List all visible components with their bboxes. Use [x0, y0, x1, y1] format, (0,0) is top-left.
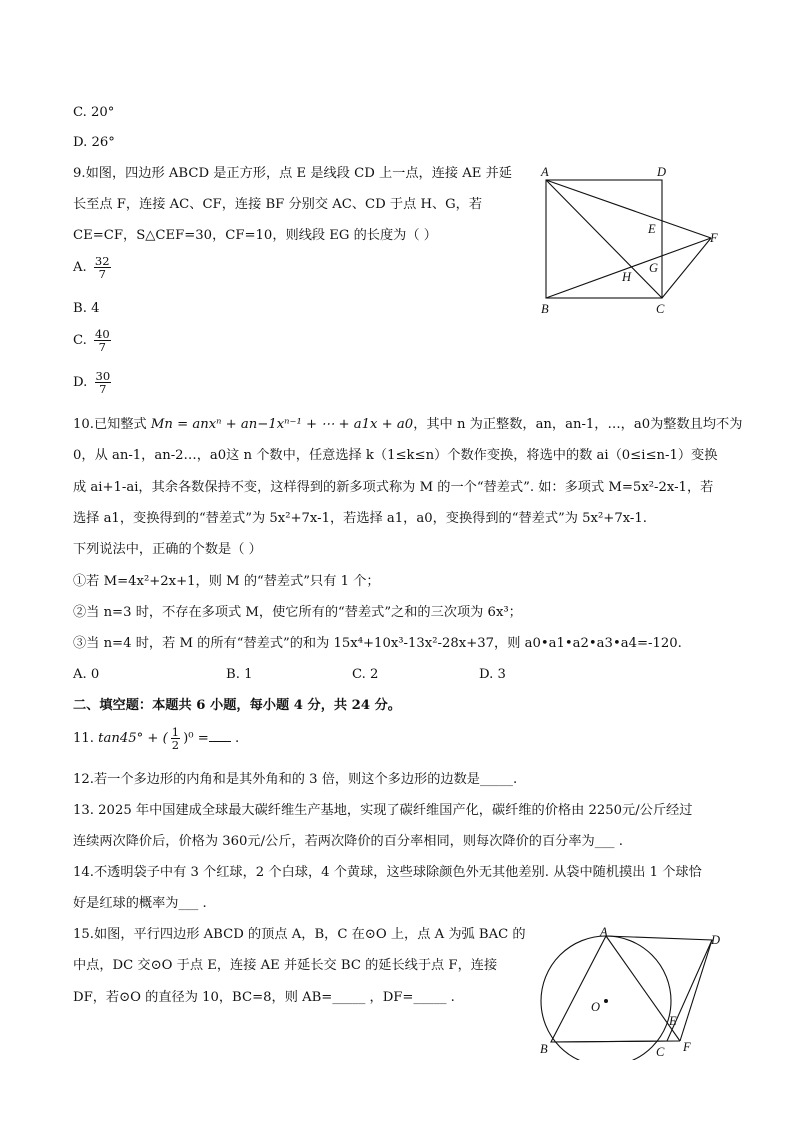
label-b: B: [540, 1042, 548, 1056]
q9-line-1: 9.如图，四边形 ABCD 是正方形，点 E 是线段 CD 上一点，连接 AE 并延: [73, 166, 512, 181]
q10-line-1-b: ，其中 n 为正整数，an，an-1，…，a0为整数且均不为: [413, 417, 743, 432]
q8-option-c: C. 20°: [73, 105, 115, 120]
q10-formula: Mn = anxⁿ + an−1xⁿ⁻¹ + ⋯ + a1x + a0: [150, 417, 414, 432]
fraction-numerator: 40: [95, 327, 110, 341]
q11-answer-blank[interactable]: [209, 728, 231, 742]
label-a: A: [600, 925, 608, 939]
q10-line-3: 成 ai+1-ai，其余各数保持不变，这样得到的新多项式称为 M 的一个“替差式”. 如：多项式 M=5x²-2x-1，若: [73, 480, 714, 495]
label-d: D: [711, 933, 721, 947]
label-o: O: [591, 1000, 601, 1014]
q9-option-a: [73, 255, 114, 280]
q9-option-d: [73, 370, 114, 395]
label-e: E: [648, 222, 656, 236]
line-df: [680, 940, 712, 1041]
fraction-denominator: 7: [98, 267, 106, 281]
parallelogram-abcd: [551, 936, 712, 1042]
q15-circle-figure: [535, 920, 730, 1060]
fraction-numerator: 30: [95, 369, 111, 383]
q10-question: 下列说法中，正确的个数是（ ）: [73, 542, 262, 557]
q9-option-c: [73, 328, 114, 353]
q10-line-2: 0，从 an-1，an-2…，a0这 n 个数中，任意选择 k（1≤k≤n）个数作变换，将选中的数 ai（0≤i≤n-1）变换: [73, 448, 718, 463]
q15-line-3: DF，若⊙O 的直径为 10，BC=8，则 AB=_____ ，DF=_____ .: [73, 990, 455, 1005]
q10-option-c: C. 2: [352, 667, 379, 682]
q10-statement-1: ①若 M=4x²+2x+1，则 M 的“替差式”只有 1 个；: [73, 574, 380, 589]
label-c: C: [656, 302, 665, 316]
label-f: F: [683, 1040, 691, 1054]
q15-line-1: 15.如图，平行四边形 ABCD 的顶点 A，B，C 在⊙O 上，点 A 为弧 BAC 的: [73, 927, 526, 942]
q11-tan: tan45° + (: [98, 731, 168, 746]
q8-option-d: D. 26°: [73, 135, 115, 150]
q11-post: )⁰ =: [183, 731, 209, 746]
label-a: A: [541, 165, 549, 179]
q9-option-a-label: A.: [73, 260, 87, 275]
q9-line-3: CE=CF，S△CEF=30，CF=10，则线段 EG 的长度为（ ）: [73, 228, 437, 243]
q13-line-1: 13. 2025 年中国建成全球最大碳纤维生产基地，实现了碳纤维国产化，碳纤维的价格由 2250元/公斤经过: [73, 803, 693, 818]
q10-option-d: D. 3: [479, 667, 506, 682]
q9-square-figure: [535, 160, 730, 322]
q11-number: 11.: [73, 731, 99, 746]
q14-line-1: 14.不透明袋子中有 3 个红球，2 个白球，4 个黄球，这些球除颜色外无其他差别. 从袋中随机摸出 1 个球恰: [73, 865, 702, 880]
q9-option-c-label: C.: [73, 333, 87, 348]
q9-option-a-fraction: [94, 255, 111, 280]
q12: 12.若一个多边形的内角和是其外角和的 3 倍，则这个多边形的边数是_____.: [73, 772, 518, 787]
q11: [73, 726, 239, 751]
label-h: H: [622, 270, 632, 284]
diagonal-ac: [546, 180, 662, 298]
q9-line-2: 长至点 F，连接 AC、CF，连接 BF 分别交 AC、CD 于点 H、G，若: [73, 197, 483, 212]
label-d: D: [657, 165, 667, 179]
q10-option-b: B. 1: [226, 667, 253, 682]
q13-line-2: 连续两次降价后，价格为 360元/公斤，若两次降价的百分率相同，则每次降价的百分率为___ .: [73, 834, 623, 849]
q10-statement-2: ②当 n=3 时，不存在多项式 M，使它所有的“替差式”之和的三次项为 6x³；: [73, 605, 522, 620]
fraction-denominator: 7: [98, 340, 106, 354]
q14-line-2: 好是红球的概率为___ .: [73, 896, 207, 911]
section-2-heading: 二、填空题：本题共 6 小题，每小题 4 分，共 24 分。: [73, 698, 401, 713]
label-e: E: [669, 1014, 677, 1028]
q9-option-c-fraction: [94, 328, 111, 353]
q11-end: .: [230, 731, 240, 746]
label-f: F: [710, 231, 718, 245]
q15-line-2: 中点，DC 交⊙O 于点 E，连接 AE 并延长交 BC 的延长线于点 F，连接: [73, 958, 498, 973]
line-bf: [551, 1041, 680, 1042]
fraction-numerator: 1: [171, 725, 180, 739]
label-b: B: [541, 302, 549, 316]
q9-option-d-fraction: [95, 370, 112, 395]
fraction-numerator: 32: [94, 254, 110, 268]
q10-line-1: [73, 416, 742, 434]
line-af: [546, 180, 711, 238]
q9-option-d-label: D.: [73, 375, 88, 390]
center-dot: [604, 999, 608, 1003]
q9-option-b: B. 4: [73, 301, 100, 316]
q11-fraction: [171, 726, 180, 751]
q10-option-a: A. 0: [73, 667, 100, 682]
fraction-denominator: 7: [99, 382, 107, 396]
q10-line-4: 选择 a1，变换得到的“替差式”为 5x²+7x-1，若选择 a1，a0，变换得到的“替差式”为 5x²+7x-1.: [73, 511, 647, 526]
q10-line-1-a: 10.已知整式: [73, 417, 151, 432]
fraction-denominator: 2: [171, 738, 180, 752]
label-g: G: [649, 261, 659, 275]
label-c: C: [656, 1045, 665, 1059]
q10-statement-3: ③当 n=4 时，若 M 的所有“替差式”的和为 15x⁴+10x³-13x²-28x+37，则 a0•a1•a2•a3•a4=-120.: [73, 636, 682, 651]
